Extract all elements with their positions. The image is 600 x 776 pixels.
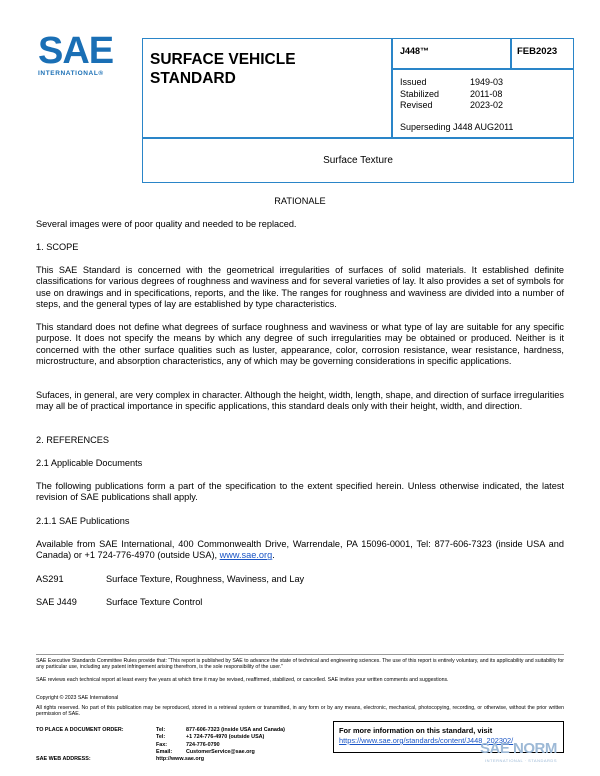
date-label: Issued [400,77,427,87]
order-row [36,727,285,734]
date-row [400,77,503,89]
reference-item [36,574,564,585]
contact-label: Email: [156,748,173,755]
order-row [36,742,285,749]
footer-disclaimer: SAE Executive Standards Committee Rules provide that: “This report is published by SAE to advance the state of technical and engineering sciences. The use of this report is entirely voluntary, and its applicability and suitability for any particular use, including any patent infringement arising therefrom, is the sole responsibility of the user.” [36,658,564,671]
logo-subtitle: INTERNATIONAL® [38,70,104,77]
date-label: Revised [400,100,433,110]
web-value: http://www.sae.org [156,756,205,763]
contact-value: +1 724-776-4970 (outside USA) [186,734,265,741]
paragraph-text: Available from SAE International, 400 Commonwealth Drive, Warrendale, PA 15096-0001, Tel: 877-606-7323 (inside USA and Canada) or +1 724-776-4970 (outside USA), [36,539,564,561]
reference-title: Surface Texture Control [106,597,203,607]
order-label: TO PLACE A DOCUMENT ORDER: [36,727,124,733]
paragraph: The following publications form a part of the specification to the extent specified herein. Unless otherwise indicated, the latest revision of SAE publications shall apply. [36,481,564,503]
section-heading: 2. REFERENCES [36,435,110,445]
date-label: Stabilized [400,88,440,99]
doc-type-line: STANDARD [150,70,236,87]
footer-divider [36,654,564,655]
header-divider [510,38,512,68]
document-number: J448™ [400,46,430,56]
document-type [150,50,296,88]
superseding-note: Superseding J448 AUG2011 [400,122,514,132]
header-divider [391,68,574,70]
reference-code: AS291 [36,574,64,584]
reference-title: Surface Texture, Roughness, Waviness, and Lay [106,574,305,584]
sae-website-link[interactable]: www.sae.org [219,550,273,561]
footer-review-note: SAE reviews each technical report at least every five years at which time it may be revised, reaffirmed, stabilized, or cancelled. SAE invites your written comments and suggestions. [36,677,449,683]
logo-letters: SAE [38,30,114,72]
document-date: FEB2023 [517,46,558,57]
reference-code: SAE J449 [36,597,77,607]
standard-link[interactable]: https://www.sae.org/standards/content/J448_202302/ [339,736,514,745]
date-row [400,100,503,112]
order-row [36,756,285,763]
footer-copyright: Copyright © 2023 SAE International [36,695,119,701]
document-title: Surface Texture [323,155,393,166]
order-row [36,734,285,741]
contact-value: CustomerService@sae.org [186,748,255,755]
order-info [36,727,285,763]
paragraph: Sufaces, in general, are very complex in character. Although the height, width, length, shape, and direction of surface irregularities may all be of practical importance in specific applications, this standard deals only with their height, width, and direction. [36,390,564,412]
order-row [36,749,285,756]
subsection-heading: 2.1 Applicable Documents [36,458,143,468]
section-heading: 1. SCOPE [36,242,79,252]
paragraph: This SAE Standard is concerned with the geometrical irregularities of surfaces of solid materials. It established definite classifications for various degrees of roughness and waviness and for several varieties of lay. It also provides a set of symbols for use on drawings and in specifications, reports, and the like. The ranges for roughness and waviness are divided into a number of steps, and the general types of lay are established by type characteristics. [36,265,564,309]
reference-item [36,597,564,608]
date-row [400,89,503,101]
rationale-text: Several images were of poor quality and needed to be replaced. [36,219,297,229]
date-value: 2011-08 [470,88,503,99]
rationale-heading: RATIONALE [274,196,326,206]
paragraph-text: . [272,550,275,561]
date-history [400,77,503,112]
paragraph [36,539,564,562]
web-label: SAE WEB ADDRESS: [36,756,91,763]
footer-rights: All rights reserved. No part of this publication may be reproduced, stored in a retrieval system or transmitted, in any form or by any means, electronic, mechanical, photocopying, recording, or otherwise, without the prior written permission of SAE. [36,705,564,718]
subsection-heading: 2.1.1 SAE Publications [36,516,130,526]
header-divider [142,137,574,139]
contact-label: Tel: [156,734,166,741]
watermark: SAE NORM [480,740,557,757]
doc-type-line: SURFACE VEHICLE [150,51,296,68]
sae-logo [38,30,124,77]
more-info-title: For more information on this standard, visit [339,726,493,735]
contact-label: Tel: [156,727,166,733]
header-divider [391,38,393,138]
paragraph: This standard does not define what degrees of surface roughness and waviness or what type of lay are suitable for any specific purpose. It does not specify the means by which any degree of such irregularities may be obtained or produced. Neither is it concerned with the other surface qualities such as luster, appearance, color, corrosion resistance, wear resistance, hardness, microstructure, and absorption characteristics, any of which may be governing considerations in specific applications. [36,322,564,366]
date-value: 1949-03 [470,77,504,87]
contact-value: 877-606-7323 (inside USA and Canada) [186,727,285,733]
watermark-subtitle: INTERNATIONAL · STANDARDS [485,758,557,763]
contact-label: Fax: [156,741,168,748]
contact-value: 724-776-0790 [186,741,220,748]
date-value: 2023-02 [470,100,504,110]
